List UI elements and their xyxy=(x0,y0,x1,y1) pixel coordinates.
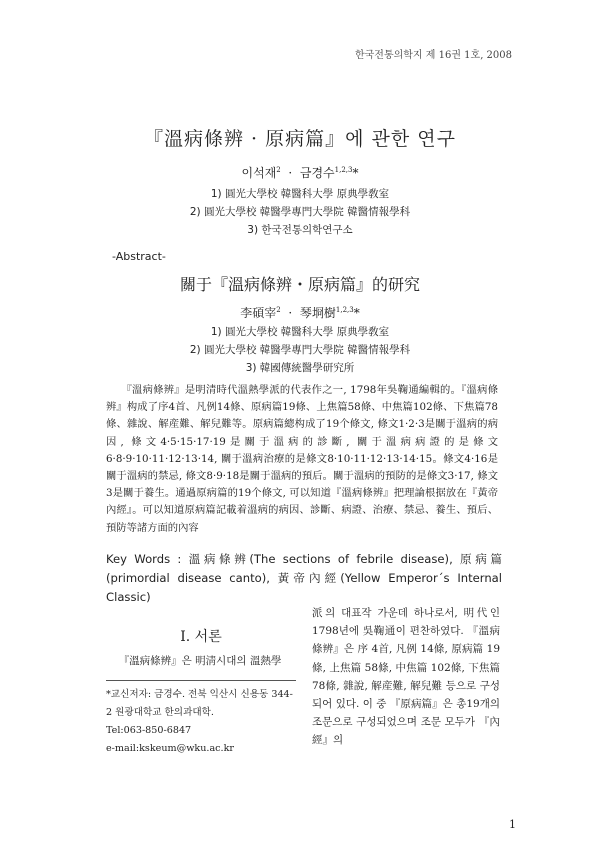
author-superscript: 1,2,3 xyxy=(334,166,353,174)
author-separator: · xyxy=(288,166,293,180)
author-superscript: 2 xyxy=(276,166,281,174)
footnote xyxy=(106,686,296,758)
section-heading: Ⅰ. 서론 xyxy=(180,629,222,645)
footnote-line: e-mail:kskeum@wku.ac.kr xyxy=(106,743,234,754)
affiliation: 2) 圓光大學校 韓醫學專門大學院 韓醫情報學科 xyxy=(189,344,411,356)
affiliation: 1) 圓光大學校 韓醫科大學 原典學敎室 xyxy=(210,326,390,338)
corresponding-mark: * xyxy=(352,166,359,180)
keywords-label: Key Words : xyxy=(106,552,182,566)
journal-header: 한국전통의학지 제 16권 1호, 2008 xyxy=(354,50,512,61)
right-column-paragraph: 派의 대표작 가운데 하나로서, 明代인 1798년에 吳鞠通이 편찬하였다. 『溫病條辨』은 序 4首, 凡例 14條, 原病篇 19條, 上焦篇 58條, 中焦篇 102條, 下焦篇 78條, 雜說, 解産難, 解兒難 등으로 구성되어 있다. 이 중 『原病篇』은 총19개의 조문으로 구성되었으며 조문 모두가 『內經』의 xyxy=(312,607,500,747)
abstract-label: -Abstract- xyxy=(112,250,166,263)
keywords-text: 溫病條辨(The sections of febrile disease), 原病篇(primordial disease canto), 黃帝內經(Yellow Emperor´s Internal Classic) xyxy=(106,552,503,604)
affiliation: 3) 한국전통의학연구소 xyxy=(247,224,353,236)
chinese-authors xyxy=(0,304,600,321)
footnote-line: *교신저자: 금경수. 전북 익산시 신용동 344-2 원광대학교 한의과대학. xyxy=(106,689,293,718)
korean-authors xyxy=(0,164,600,181)
korean-title: 『溫病條辨 · 原病篇』에 관한 연구 xyxy=(144,128,456,150)
keywords xyxy=(106,550,502,607)
author-name: 琴埛樹 xyxy=(299,306,336,320)
author-name: 李碩宰 xyxy=(240,306,277,320)
affiliation: 3) 韓國傳統醫學研究所 xyxy=(245,362,355,374)
footnote-line: Tel:063-850-6847 xyxy=(106,725,192,736)
footnote-divider xyxy=(106,680,296,681)
author-name: 금경수 xyxy=(299,166,335,180)
page-number: 1 xyxy=(509,818,516,831)
author-separator: · xyxy=(288,306,293,320)
affiliation: 1) 圓光大學校 韓醫科大學 原典學敎室 xyxy=(210,188,390,200)
chinese-title: 關于『溫病條辨・原病篇』的研究 xyxy=(179,275,420,294)
affiliation: 2) 圓光大學校 韓醫學專門大學院 韓醫情報學科 xyxy=(189,206,411,218)
author-superscript: 1,2,3 xyxy=(335,306,354,314)
intro-paragraph: 『溫病條辨』은 明淸시대의 溫熱學 xyxy=(118,655,282,667)
author-superscript: 2 xyxy=(276,306,281,314)
abstract-body: 『溫病條辨』是明清時代溫熱學派的代表作之一, 1798年吳鞠通編輯的。『溫病條辨』构成了序4首、凡例14條、原病篇19條、上焦篇58條、中焦篇102條、下焦篇78條、雜說、解産難、解兒難等。原病篇總构成了19个條文, 條文1·2·3是關于溫病的病因, 條文4·5·15·17·19是關于溫病的診斷, 關于溫病病證的是條文6·8·9·10·11·12·13·14, 關于溫病治療的是條文8·10·11·12·13·14·15。條文4·16是關于溫病的禁忌, 條文8·9·18是關于溫病的預后。關于溫病的預防的是條文3·17, 條文3是關于養生。通過原病篇的19个條文, 可以知道『溫病條辨』把理論根据放在『黃帝內經』。可以知道原病篇記載着溫病的病因、診斷、病證、治療、禁忌、養生、預后、預防等諸方面的內容 xyxy=(106,384,498,534)
author-name: 이석재 xyxy=(241,166,277,180)
corresponding-mark: * xyxy=(353,306,360,320)
